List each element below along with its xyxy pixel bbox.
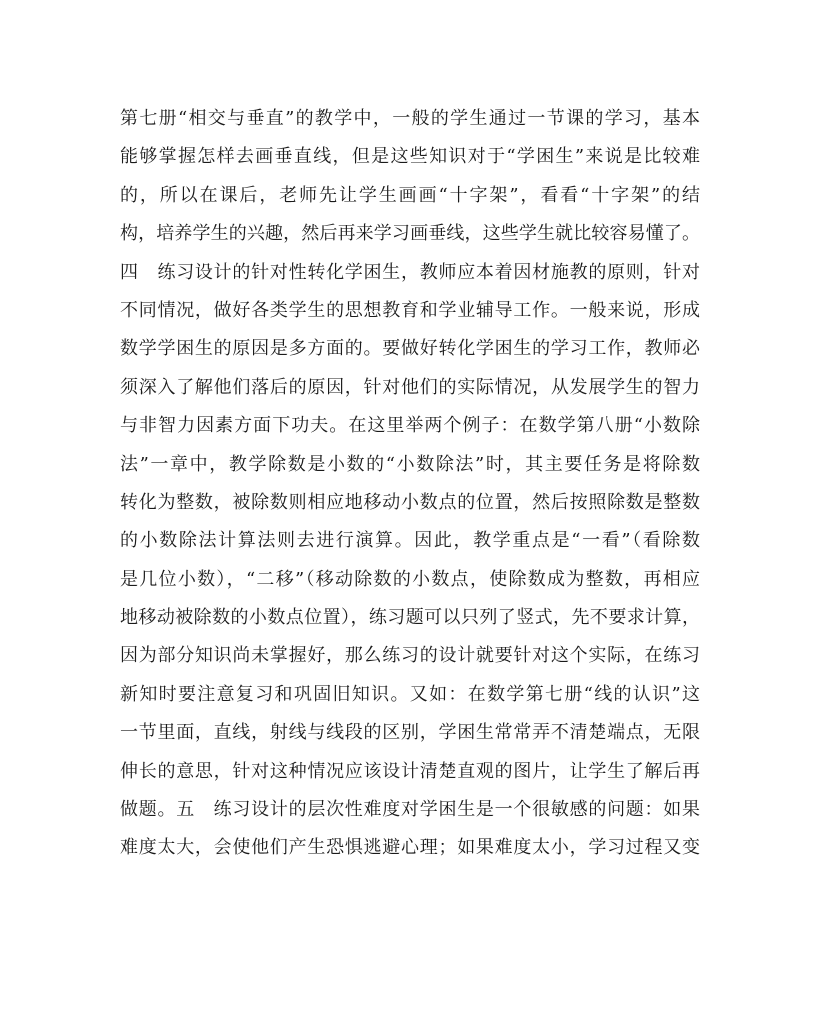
text-line: 因为部分知识尚未掌握好，那么练习的设计就要针对这个实际，在练习 bbox=[120, 645, 700, 667]
text-line: 新知时要注意复习和巩固旧知识。又如：在数学第七册“线的认识”这 bbox=[120, 683, 700, 705]
text-line: 第七册“相交与垂直”的教学中，一般的学生通过一节课的学习，基本 bbox=[120, 108, 700, 129]
text-line: 的小数除法计算法则去进行演算。因此，教学重点是“一看”（看除数 bbox=[120, 530, 700, 552]
text-line: 的，所以在课后，老师先让学生画画“十字架”，看看“十字架”的结 bbox=[120, 184, 700, 206]
text-line: 构，培养学生的兴趣，然后再来学习画垂线，这些学生就比较容易懂了。 bbox=[120, 223, 700, 245]
text-line: 四 练习设计的针对性转化学困生，教师应本着因材施教的原则，针对 bbox=[120, 261, 700, 283]
text-line: 法”一章中，教学除数是小数的“小数除法”时，其主要任务是将除数 bbox=[120, 453, 700, 475]
text-line: 能够掌握怎样去画垂直线，但是这些知识对于“学困生”来说是比较难 bbox=[120, 146, 700, 168]
text-line: 做题。五 练习设计的层次性难度对学困生是一个很敏感的问题：如果 bbox=[120, 799, 700, 821]
body-text bbox=[120, 100, 700, 868]
text-line: 转化为整数，被除数则相应地移动小数点的位置，然后按照除数是整数 bbox=[120, 491, 700, 513]
text-line: 伸长的意思，针对这种情况应该设计清楚直观的图片，让学生了解后再 bbox=[120, 760, 700, 782]
text-line: 数学学困生的原因是多方面的。要做好转化学困生的学习工作，教师必 bbox=[120, 338, 700, 360]
text-line: 与非智力因素方面下功夫。在这里举两个例子：在数学第八册“小数除 bbox=[120, 415, 700, 437]
text-line: 难度太大，会使他们产生恐惧逃避心理；如果难度太小，学习过程又变 bbox=[120, 837, 700, 859]
text-line: 地移动被除数的小数点位置），练习题可以只列了竖式，先不要求计算， bbox=[120, 607, 700, 629]
text-line: 不同情况，做好各类学生的思想教育和学业辅导工作。一般来说，形成 bbox=[120, 299, 700, 321]
text-line: 是几位小数），“二移”（移动除数的小数点，使除数成为整数，再相应 bbox=[120, 568, 700, 590]
text-line: 一节里面，直线，射线与线段的区别，学困生常常弄不清楚端点，无限 bbox=[120, 722, 700, 744]
text-line: 须深入了解他们落后的原因，针对他们的实际情况，从发展学生的智力 bbox=[120, 376, 700, 398]
